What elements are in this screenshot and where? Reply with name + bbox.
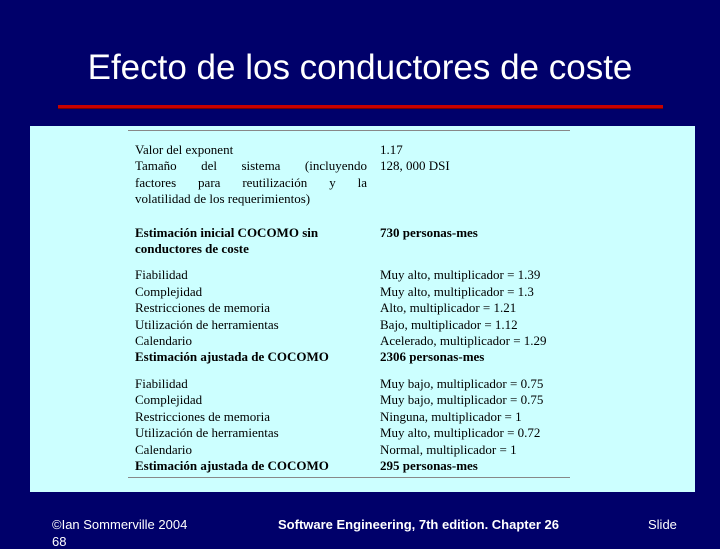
driver-value: Bajo, multiplicador = 1.12 <box>380 317 518 332</box>
footer-copyright: ©Ian Sommerville 2004 <box>52 517 188 532</box>
system-size-label-line3: volatilidad de los requerimientos) <box>135 191 311 206</box>
driver-label: Fiabilidad <box>135 267 188 282</box>
word: (incluyendo <box>304 158 367 173</box>
system-size-value: 128, 000 DSI <box>380 158 450 173</box>
driver-label: Fiabilidad <box>135 376 188 391</box>
exponent-value: 1.17 <box>380 142 403 157</box>
word: Tamaño <box>135 158 177 173</box>
driver-label: Calendario <box>135 442 193 457</box>
adjusted-estimate-label: Estimación ajustada de COCOMO <box>135 458 329 473</box>
table-top-rule <box>128 130 570 131</box>
table-bottom-rule <box>128 477 570 478</box>
word: para <box>198 175 221 190</box>
driver-value: Muy bajo, multiplicador = 0.75 <box>380 392 544 407</box>
adjusted-estimate-value: 295 personas-mes <box>380 458 478 473</box>
word: y <box>329 175 336 190</box>
initial-estimate-label-line1: Estimación inicial COCOMO sin <box>135 225 319 240</box>
adjusted-estimate-label: Estimación ajustada de COCOMO <box>135 349 329 364</box>
footer-slide-label: Slide <box>648 517 677 532</box>
driver-label: Restricciones de memoria <box>135 409 271 424</box>
word: la <box>357 175 367 190</box>
driver-label: Complejidad <box>135 284 203 299</box>
driver-value: Normal, multiplicador = 1 <box>380 442 517 457</box>
word: reutilización <box>242 175 308 190</box>
driver-value: Muy alto, multiplicador = 1.39 <box>380 267 541 282</box>
driver-value: Muy alto, multiplicador = 0.72 <box>380 425 541 440</box>
word: del <box>201 158 218 173</box>
driver-value: Muy bajo, multiplicador = 0.75 <box>380 376 544 391</box>
driver-label: Restricciones de memoria <box>135 300 271 315</box>
adjusted-estimate-value: 2306 personas-mes <box>380 349 485 364</box>
driver-label: Utilización de herramientas <box>135 425 279 440</box>
footer-book-title: Software Engineering, 7th edition. Chapter 26 <box>278 517 559 532</box>
system-size-label-line2 <box>135 175 367 192</box>
driver-label: Utilización de herramientas <box>135 317 279 332</box>
word: factores <box>135 175 177 190</box>
system-size-label-line1 <box>135 158 367 175</box>
driver-label: Complejidad <box>135 392 203 407</box>
exponent-label: Valor del exponent <box>135 142 234 157</box>
cost-driver-table <box>30 126 695 492</box>
driver-value: Acelerado, multiplicador = 1.29 <box>380 333 547 348</box>
driver-value: Ninguna, multiplicador = 1 <box>380 409 522 424</box>
title-underline-shadow <box>58 108 663 109</box>
driver-value: Muy alto, multiplicador = 1.3 <box>380 284 534 299</box>
slide-number: 68 <box>52 534 67 549</box>
initial-estimate-value: 730 personas-mes <box>380 225 478 240</box>
driver-value: Alto, multiplicador = 1.21 <box>380 300 517 315</box>
word: sistema <box>241 158 281 173</box>
driver-label: Calendario <box>135 333 193 348</box>
slide-title: Efecto de los conductores de coste <box>87 48 633 87</box>
initial-estimate-label-line2: conductores de coste <box>135 241 249 256</box>
